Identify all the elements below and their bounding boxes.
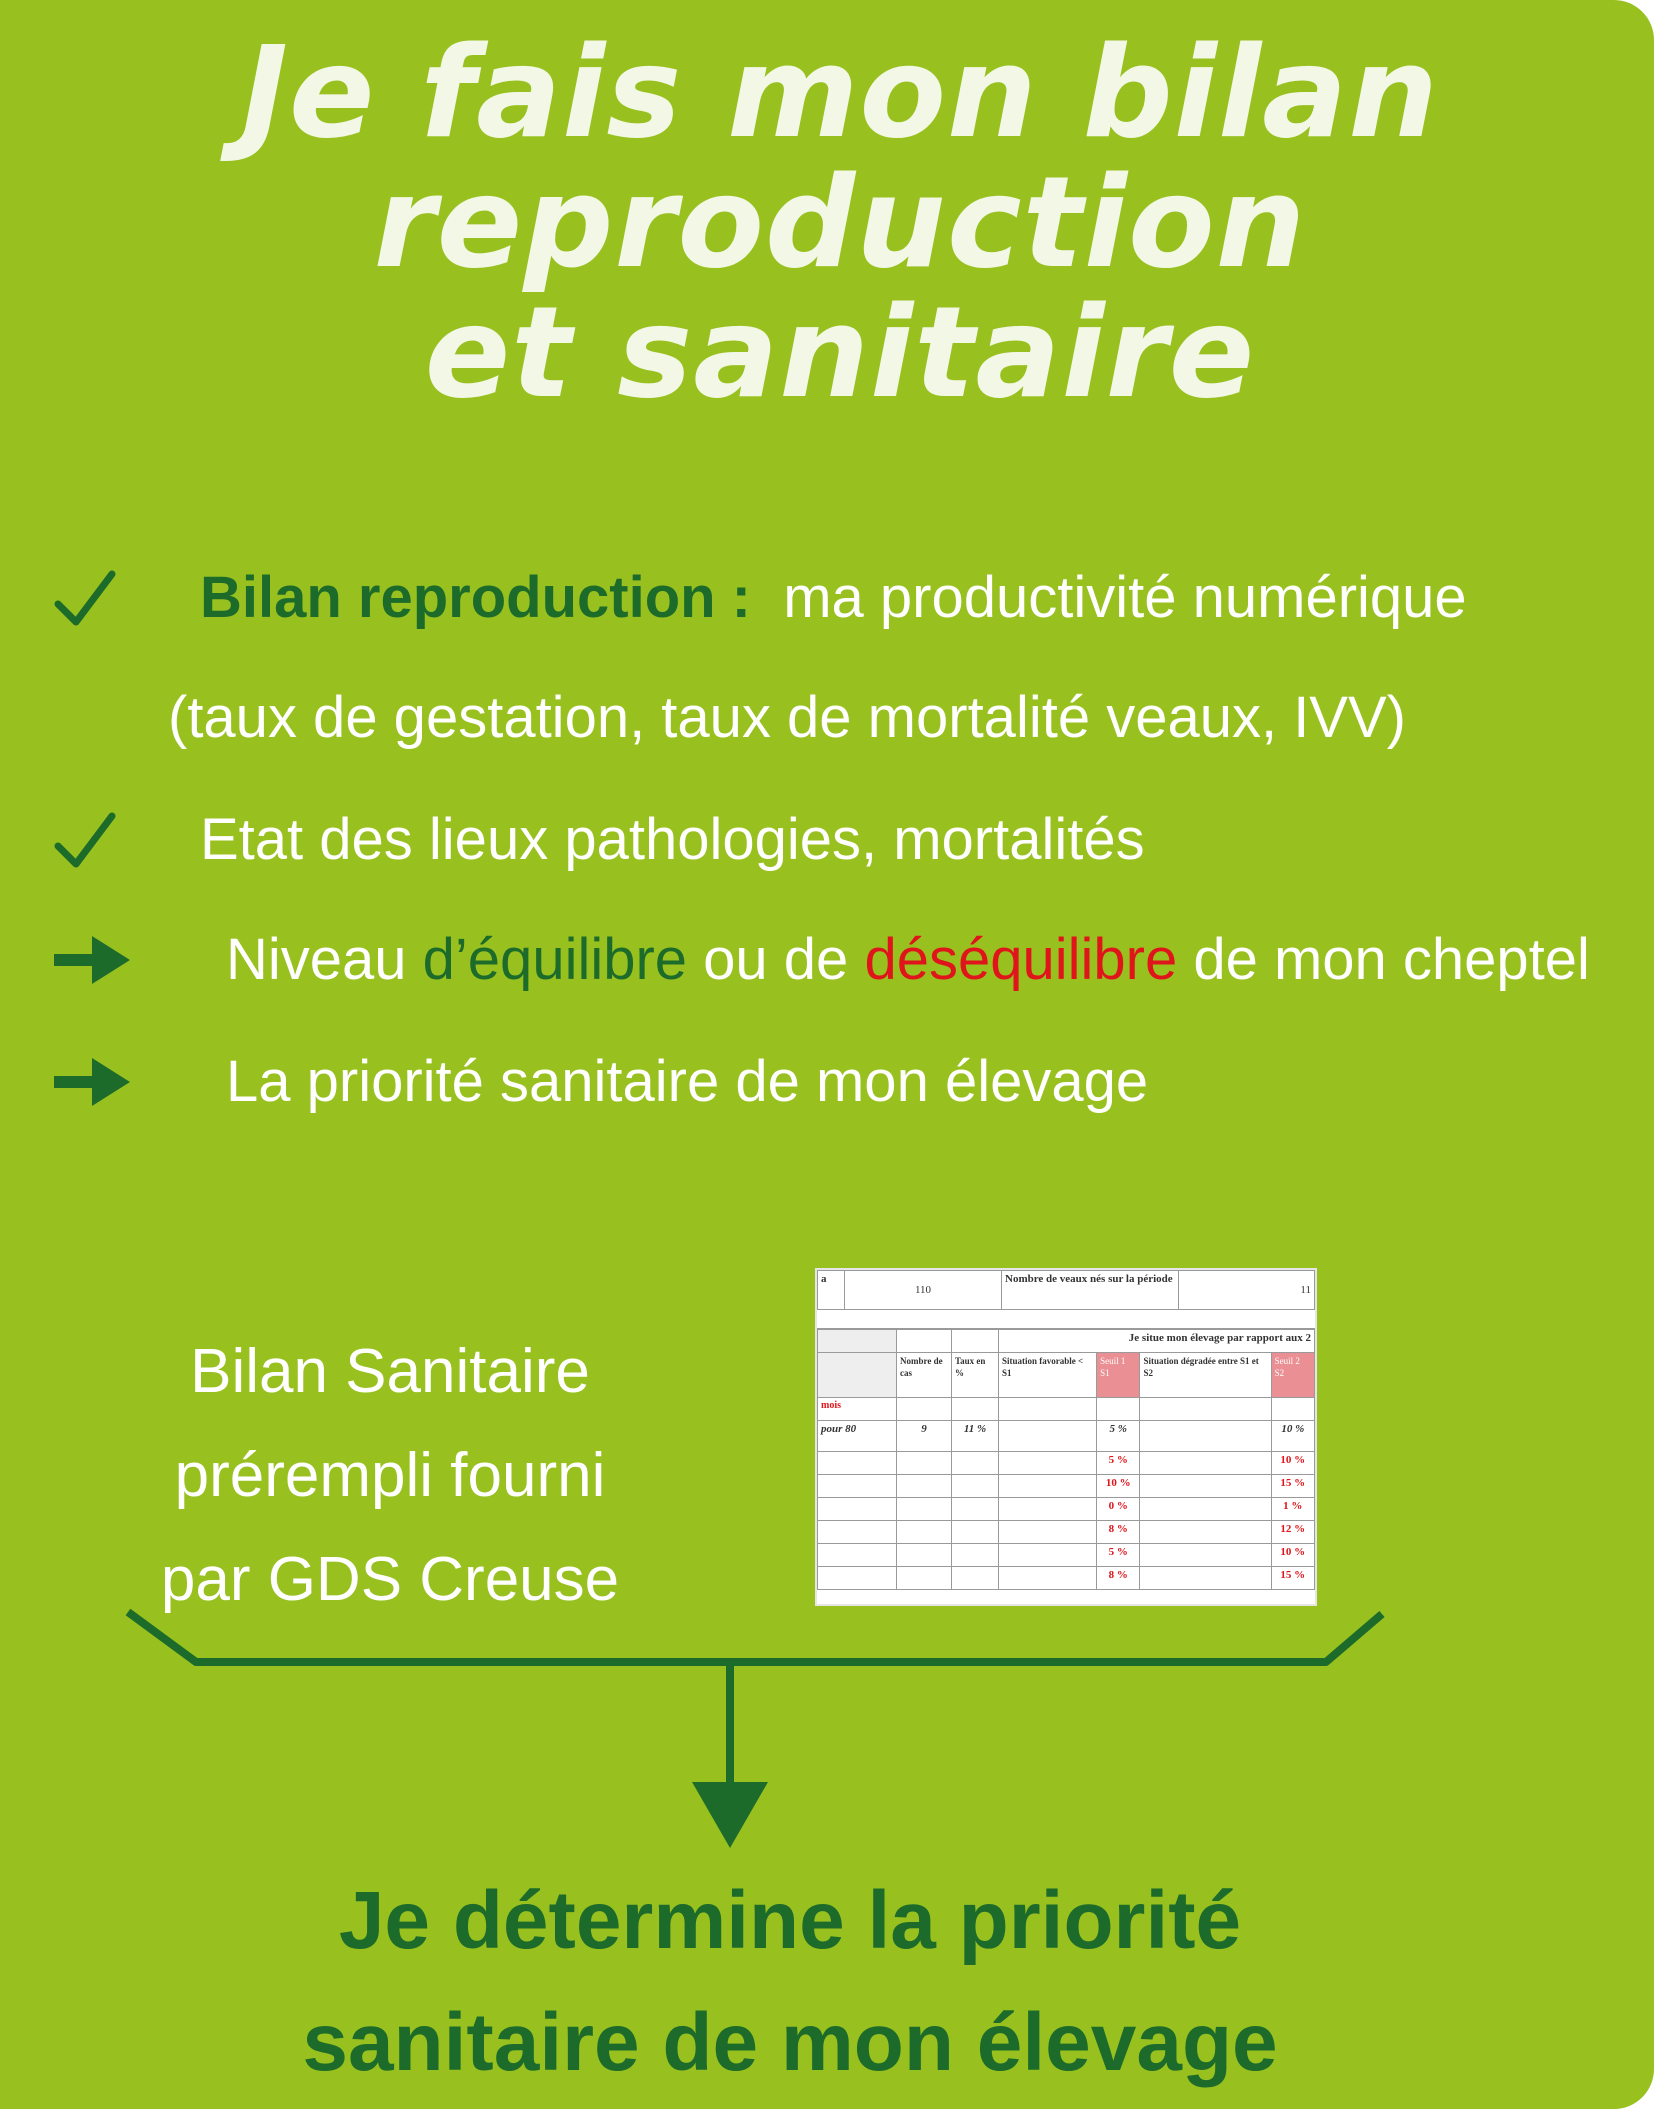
bullet-2-text: Etat des lieux pathologies, mortalités <box>200 807 1145 872</box>
desequilibre-text: déséquilibre <box>864 927 1178 992</box>
thumb-s2: 15 % <box>1271 1567 1314 1590</box>
thumb-header: Nombre de cas <box>897 1353 952 1398</box>
bullet-1-text: ma productivité numérique <box>783 565 1467 630</box>
thumb-cell: 11 <box>1179 1271 1315 1310</box>
thumb-value: 10 % <box>1271 1421 1314 1452</box>
title-line-2: reproduction <box>373 149 1307 296</box>
down-arrow-icon <box>692 1782 768 1848</box>
bullet-4-text: La priorité sanitaire de mon élevage <box>226 1049 1149 1114</box>
conclusion <box>140 1860 1440 2104</box>
thumb-header: Situation dégradée entre S1 et S2 <box>1140 1353 1271 1398</box>
thumb-s1: 5 % <box>1097 1452 1140 1475</box>
conclusion-line-2: sanitaire de mon élevage <box>302 1997 1278 2088</box>
thumb-heading: Je situe mon élevage par rapport aux 2 <box>999 1330 1315 1353</box>
thumb-cell: 110 <box>845 1271 1002 1310</box>
thumb-header: Seuil 2 S2 <box>1271 1353 1314 1398</box>
bullet-1-continuation: (taux de gestation, taux de mortalité veaux, IVV) <box>168 685 1406 750</box>
thumb-s2: 12 % <box>1271 1521 1314 1544</box>
thumb-value: 9 <box>897 1421 952 1452</box>
thumb-s2: 1 % <box>1271 1498 1314 1521</box>
thumb-value: 11 % <box>952 1421 999 1452</box>
bullet-3-part-5: de mon cheptel <box>1177 927 1590 992</box>
bullet-3-part-3: ou de <box>687 927 865 992</box>
bullet-3-part-1: Niveau <box>226 927 423 992</box>
thumb-header: Situation favorable < S1 <box>999 1353 1097 1398</box>
side-label-line-3: par GDS Creuse <box>160 1545 620 1614</box>
thumb-s1: 5 % <box>1097 1544 1140 1567</box>
thumb-s2: 10 % <box>1271 1544 1314 1567</box>
conclusion-line-1: Je détermine la priorité <box>338 1875 1242 1966</box>
title-line-3: et sanitaire <box>424 279 1256 426</box>
thumb-s1: 0 % <box>1097 1498 1140 1521</box>
thumb-cell: Nombre de veaux nés sur la période <box>1002 1271 1179 1310</box>
thumb-cell: a <box>818 1271 845 1310</box>
bracket-line <box>128 1612 1382 1662</box>
side-label-line-1: Bilan Sanitaire <box>190 1337 590 1406</box>
title-line-1: Je fais mon bilan <box>241 19 1439 166</box>
thumb-header: Seuil 1 S1 <box>1097 1353 1140 1398</box>
thumb-row-label: pour 80 <box>818 1421 897 1452</box>
thumb-section: mois <box>818 1398 897 1421</box>
thumb-s2: 10 % <box>1271 1452 1314 1475</box>
thumb-value: 5 % <box>1097 1421 1140 1452</box>
thumb-header: Taux en % <box>952 1353 999 1398</box>
bullet-1-label: Bilan reproduction : <box>200 565 751 630</box>
thumb-s1: 10 % <box>1097 1475 1140 1498</box>
thumb-s1: 8 % <box>1097 1521 1140 1544</box>
side-label-line-2: prérempli fourni <box>174 1441 606 1510</box>
equilibre-text: d’équilibre <box>422 927 688 992</box>
thumb-s2: 15 % <box>1271 1475 1314 1498</box>
thumb-s1: 8 % <box>1097 1567 1140 1590</box>
